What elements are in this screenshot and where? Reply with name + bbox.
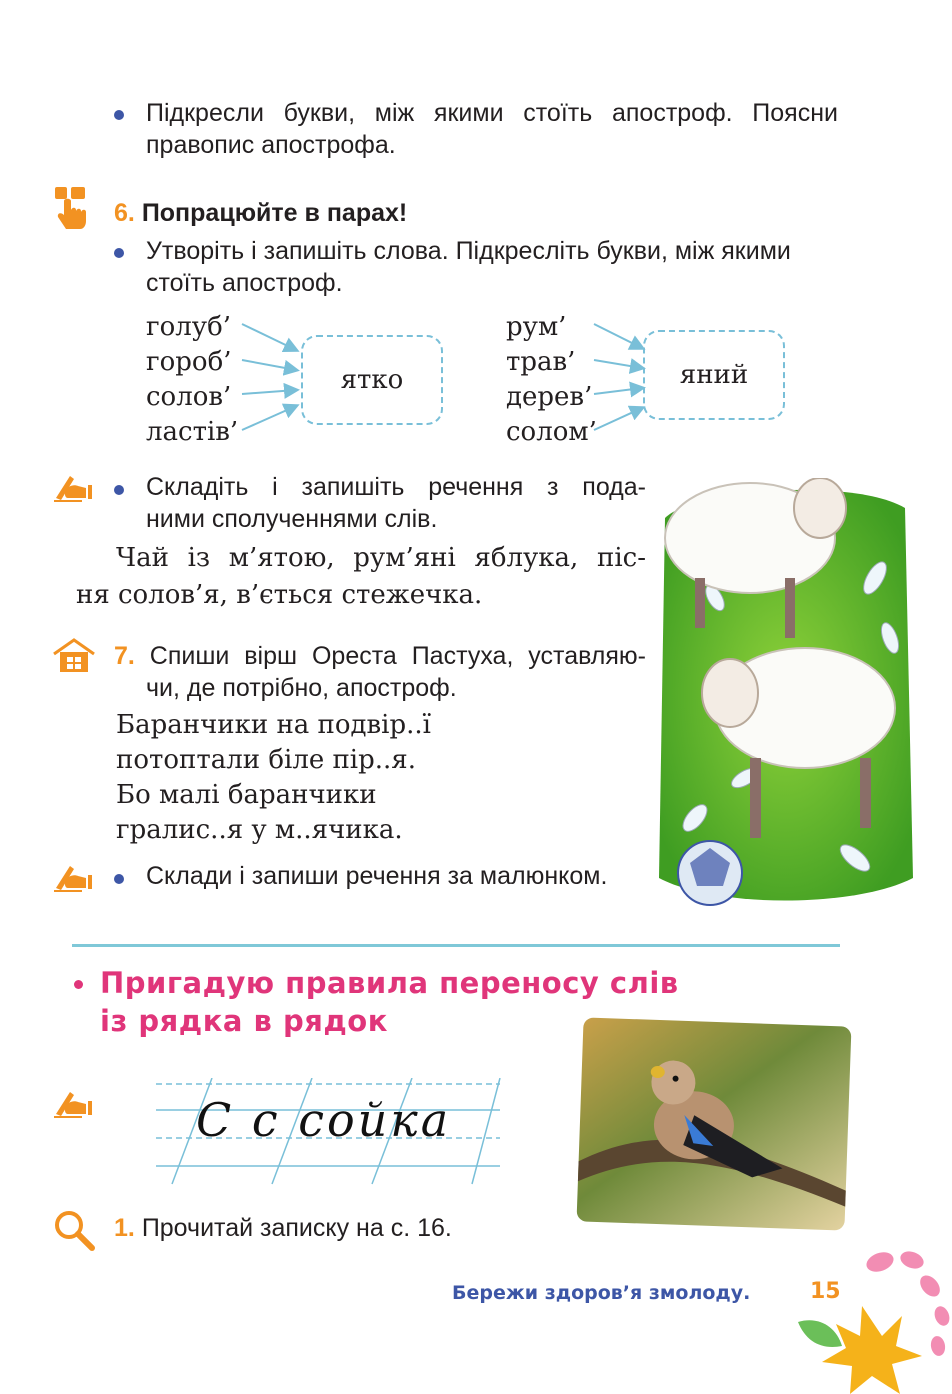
sheep-illustration (655, 478, 917, 908)
poem-line: Баранчики на подвір..ї (116, 710, 431, 740)
writing-hand-icon (52, 1088, 94, 1118)
task6-number: 6. (114, 199, 135, 227)
poem-line: гралис..я у м..ячика. (116, 815, 403, 845)
bullet-dot (114, 485, 124, 495)
compose-line-2: ними сполученнями слів. (146, 505, 438, 533)
poem (116, 708, 431, 848)
left-word: голуб’ (146, 312, 232, 342)
magnifier-icon (52, 1208, 96, 1252)
task7-instruction-text: Спиши вірш Ореста Пастуха, уставляю- (149, 642, 646, 670)
pair-work-hand-icon (52, 185, 90, 233)
compose-line-1: Складіть і запишіть речення з пода- (146, 473, 646, 501)
writing-hand-icon (52, 472, 94, 502)
task7-instruction (114, 640, 646, 704)
phrase-line-2: ня солов’я, в’ється стежечка. (76, 580, 483, 610)
left-word: гороб’ (146, 347, 232, 377)
bullet-dot (114, 874, 124, 884)
task1-number: 1. (114, 1214, 135, 1242)
right-ending: яний (679, 359, 749, 390)
poem-line: потоптали біле пір..я. (116, 745, 416, 775)
section-heading-line-2: із рядка в рядок (100, 1004, 388, 1038)
right-ending-box (643, 330, 785, 420)
compose-instruction (146, 471, 646, 535)
right-word: рум’ (506, 312, 567, 342)
task6-title: Попрацюйте в парах! (141, 199, 408, 227)
bullet-dot (114, 110, 124, 120)
picture-task: Склади і запиши речення за малюнком. (146, 862, 608, 890)
page-number: 15 (810, 1279, 841, 1304)
task6-title-row (114, 197, 407, 229)
task6-instruction-line-2: стоїть апостроф. (146, 269, 343, 297)
left-arrows (236, 316, 306, 446)
section-heading-line-1: Пригадую правила переносу слів (100, 966, 679, 1000)
task7-line-1 (114, 640, 646, 672)
home-icon (52, 638, 96, 674)
task7-number: 7. (114, 642, 135, 670)
left-word: ластів’ (146, 417, 239, 447)
task6-instruction (146, 235, 846, 299)
autumn-leaves-decoration (792, 1246, 952, 1394)
bullet-dot (114, 248, 124, 258)
jay-bird-photo (574, 1016, 854, 1232)
right-word: трав’ (506, 347, 576, 377)
poem-line: Бо малі баранчики (116, 780, 377, 810)
phrase-line-1: Чай із м’ятою, рум’яні яблука, піс- (116, 543, 646, 573)
footer-motto: Бережи здоров’я змолоду. (452, 1282, 751, 1304)
task1-row (114, 1212, 452, 1244)
right-word: солом’ (506, 417, 597, 447)
section-divider (72, 944, 840, 947)
left-ending: ятко (340, 364, 404, 395)
writing-hand-icon (52, 862, 94, 892)
left-word-list (146, 310, 238, 450)
task7-line-2: чи, де потрібно, апостроф. (146, 674, 457, 702)
task1-text: Прочитай записку на с. 16. (141, 1214, 452, 1242)
handwriting-sample: С с сойка (196, 1093, 452, 1147)
left-word: солов’ (146, 382, 232, 412)
intro-line-1: Підкресли букви, між якими стоїть апостроф. Поясни (146, 99, 838, 127)
intro-instruction (146, 97, 838, 161)
heading-bullet (74, 980, 83, 989)
right-word-list (506, 310, 597, 450)
right-word: дерев’ (506, 382, 593, 412)
task6-instruction-line-1: Утворіть і запишіть слова. Підкресліть букви, між якими (146, 237, 791, 265)
left-ending-box (301, 335, 443, 425)
intro-line-2: правопис апострофа. (146, 131, 396, 159)
phrase-block (76, 540, 646, 614)
